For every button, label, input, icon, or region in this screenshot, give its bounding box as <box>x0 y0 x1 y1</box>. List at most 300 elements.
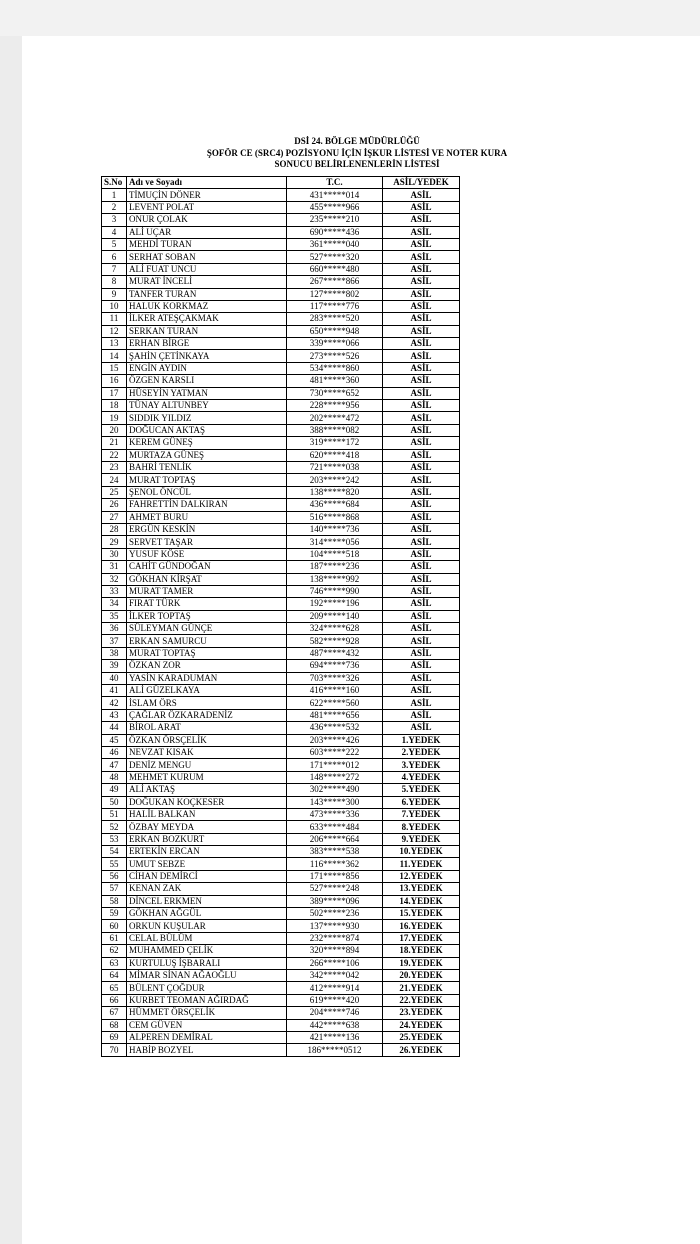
row-name: KENAN ZAK <box>127 883 287 895</box>
row-name: KEREM GÜNEŞ <box>127 437 287 449</box>
row-status: 25.YEDEK <box>383 1031 460 1043</box>
row-status: 5.YEDEK <box>383 784 460 796</box>
row-status: ASİL <box>383 350 460 362</box>
row-status: ASİL <box>383 523 460 535</box>
row-sno: 41 <box>102 685 127 697</box>
row-status: ASİL <box>383 461 460 473</box>
row-sno: 33 <box>102 585 127 597</box>
column-header-status: ASİL/YEDEK <box>383 177 460 189</box>
table-row <box>102 251 460 263</box>
row-name: ŞAHİN ÇETİNKAYA <box>127 350 287 362</box>
row-tc: 267*****866 <box>287 276 383 288</box>
table-row <box>102 734 460 746</box>
table-row <box>102 486 460 498</box>
row-tc: 187*****236 <box>287 561 383 573</box>
row-tc: 527*****248 <box>287 883 383 895</box>
row-name: MEHDİ TURAN <box>127 238 287 250</box>
row-sno: 56 <box>102 870 127 882</box>
row-name: İLKER TOPTAŞ <box>127 610 287 622</box>
row-sno: 16 <box>102 375 127 387</box>
row-tc: 455*****966 <box>287 201 383 213</box>
row-tc: 650*****948 <box>287 325 383 337</box>
row-name: ERGÜN KESKİN <box>127 523 287 535</box>
table-row <box>102 263 460 275</box>
row-sno: 51 <box>102 808 127 820</box>
row-name: AHMET BURU <box>127 511 287 523</box>
row-status: ASİL <box>383 722 460 734</box>
row-status: ASİL <box>383 189 460 201</box>
row-name: ERTEKİN ERCAN <box>127 846 287 858</box>
table-row <box>102 685 460 697</box>
row-tc: 266*****106 <box>287 957 383 969</box>
row-sno: 57 <box>102 883 127 895</box>
table-row <box>102 288 460 300</box>
table-row <box>102 511 460 523</box>
row-name: SERVET TAŞAR <box>127 536 287 548</box>
row-name: FIRAT TÜRK <box>127 598 287 610</box>
row-status: ASİL <box>383 635 460 647</box>
row-name: TÜNAY ALTUNBEY <box>127 400 287 412</box>
row-name: FAHRETTİN DALKIRAN <box>127 499 287 511</box>
table-row <box>102 561 460 573</box>
row-name: CELAL BÜLÜM <box>127 932 287 944</box>
table-row <box>102 647 460 659</box>
row-sno: 58 <box>102 895 127 907</box>
row-sno: 20 <box>102 424 127 436</box>
row-name: İLKER ATEŞÇAKMAK <box>127 313 287 325</box>
column-header-sno: S.No <box>102 177 127 189</box>
row-sno: 29 <box>102 536 127 548</box>
row-name: BAHRİ TENLİK <box>127 461 287 473</box>
table-row <box>102 474 460 486</box>
row-name: NEVZAT KISAK <box>127 746 287 758</box>
row-tc: 235*****210 <box>287 214 383 226</box>
table-row <box>102 412 460 424</box>
row-sno: 69 <box>102 1031 127 1043</box>
row-sno: 54 <box>102 846 127 858</box>
row-tc: 104*****518 <box>287 548 383 560</box>
row-sno: 52 <box>102 821 127 833</box>
table-row <box>102 201 460 213</box>
row-sno: 64 <box>102 970 127 982</box>
row-name: KURBET TEOMAN AĞIRDAĞ <box>127 994 287 1006</box>
row-tc: 138*****992 <box>287 573 383 585</box>
table-row <box>102 672 460 684</box>
row-sno: 3 <box>102 214 127 226</box>
row-status: ASİL <box>383 313 460 325</box>
row-status: ASİL <box>383 709 460 721</box>
row-status: 22.YEDEK <box>383 994 460 1006</box>
row-sno: 46 <box>102 746 127 758</box>
row-name: MURAT TAMER <box>127 585 287 597</box>
row-name: ALİ FUAT UNCU <box>127 263 287 275</box>
row-status: ASİL <box>383 647 460 659</box>
table-row <box>102 771 460 783</box>
table-row <box>102 325 460 337</box>
row-name: HÜSEYİN YATMAN <box>127 387 287 399</box>
table-row <box>102 994 460 1006</box>
row-sno: 43 <box>102 709 127 721</box>
table-row <box>102 449 460 461</box>
row-status: 7.YEDEK <box>383 808 460 820</box>
row-status: ASİL <box>383 449 460 461</box>
row-name: ALİ AKTAŞ <box>127 784 287 796</box>
row-sno: 26 <box>102 499 127 511</box>
table-row <box>102 709 460 721</box>
table-row <box>102 722 460 734</box>
row-tc: 516*****868 <box>287 511 383 523</box>
row-sno: 42 <box>102 697 127 709</box>
row-sno: 9 <box>102 288 127 300</box>
row-status: 14.YEDEK <box>383 895 460 907</box>
row-tc: 192*****196 <box>287 598 383 610</box>
row-status: ASİL <box>383 251 460 263</box>
row-sno: 13 <box>102 338 127 350</box>
row-name: ALİ GÜZELKAYA <box>127 685 287 697</box>
row-sno: 63 <box>102 957 127 969</box>
table-row <box>102 499 460 511</box>
row-sno: 15 <box>102 362 127 374</box>
row-sno: 65 <box>102 982 127 994</box>
row-sno: 47 <box>102 759 127 771</box>
table-row <box>102 424 460 436</box>
row-tc: 703*****326 <box>287 672 383 684</box>
table-row <box>102 759 460 771</box>
row-status: 2.YEDEK <box>383 746 460 758</box>
row-sno: 25 <box>102 486 127 498</box>
row-sno: 27 <box>102 511 127 523</box>
row-name: ALİ UÇAR <box>127 226 287 238</box>
table-row <box>102 585 460 597</box>
row-name: HALİL BALKAN <box>127 808 287 820</box>
row-status: 12.YEDEK <box>383 870 460 882</box>
table-row <box>102 821 460 833</box>
row-name: BİROL ARAT <box>127 722 287 734</box>
row-status: 9.YEDEK <box>383 833 460 845</box>
table-row <box>102 350 460 362</box>
row-name: GÖKHAN KİRŞAT <box>127 573 287 585</box>
document-title-line-1: DSİ 24. BÖLGE MÜDÜRLÜĞÜ <box>294 136 420 146</box>
candidate-list-table <box>101 176 460 1057</box>
row-tc: 204*****746 <box>287 1007 383 1019</box>
row-name: ERKAN SAMURCU <box>127 635 287 647</box>
row-tc: 138*****820 <box>287 486 383 498</box>
row-name: MURAT TOPTAŞ <box>127 647 287 659</box>
table-row <box>102 598 460 610</box>
row-sno: 23 <box>102 461 127 473</box>
table-row <box>102 920 460 932</box>
table-row <box>102 1031 460 1043</box>
row-tc: 117*****776 <box>287 300 383 312</box>
row-tc: 273*****526 <box>287 350 383 362</box>
row-status: 26.YEDEK <box>383 1044 460 1056</box>
row-status: 24.YEDEK <box>383 1019 460 1031</box>
row-name: TANFER TURAN <box>127 288 287 300</box>
table-row <box>102 945 460 957</box>
document-title-line-3: SONUCU BELİRLENENLERİN LİSTESİ <box>274 159 440 169</box>
row-sno: 24 <box>102 474 127 486</box>
row-tc: 171*****856 <box>287 870 383 882</box>
row-sno: 19 <box>102 412 127 424</box>
row-status: ASİL <box>383 226 460 238</box>
row-sno: 2 <box>102 201 127 213</box>
row-status: 1.YEDEK <box>383 734 460 746</box>
row-tc: 442*****638 <box>287 1019 383 1031</box>
row-sno: 28 <box>102 523 127 535</box>
row-sno: 60 <box>102 920 127 932</box>
row-name: ÖZKAN ZOR <box>127 660 287 672</box>
table-row <box>102 858 460 870</box>
row-name: TİMUÇİN DÖNER <box>127 189 287 201</box>
row-name: MURAT İNCELİ <box>127 276 287 288</box>
row-name: DOĞUKAN KOÇKESER <box>127 796 287 808</box>
table-row <box>102 970 460 982</box>
row-sno: 30 <box>102 548 127 560</box>
row-tc: 436*****684 <box>287 499 383 511</box>
table-row <box>102 536 460 548</box>
row-status: ASİL <box>383 288 460 300</box>
row-sno: 32 <box>102 573 127 585</box>
row-tc: 320*****894 <box>287 945 383 957</box>
row-status: ASİL <box>383 511 460 523</box>
row-name: UMUT SEBZE <box>127 858 287 870</box>
row-sno: 37 <box>102 635 127 647</box>
column-header-name: Adı ve Soyadı <box>127 177 287 189</box>
row-sno: 7 <box>102 263 127 275</box>
row-tc: 473*****336 <box>287 808 383 820</box>
table-row <box>102 895 460 907</box>
table-row <box>102 982 460 994</box>
table-row <box>102 400 460 412</box>
table-row <box>102 1019 460 1031</box>
table-row <box>102 338 460 350</box>
row-name: HABİP BOZYEL <box>127 1044 287 1056</box>
row-sno: 21 <box>102 437 127 449</box>
table-row <box>102 548 460 560</box>
row-tc: 388*****082 <box>287 424 383 436</box>
table-row <box>102 746 460 758</box>
table-row <box>102 660 460 672</box>
row-status: 11.YEDEK <box>383 858 460 870</box>
row-tc: 143*****300 <box>287 796 383 808</box>
row-tc: 209*****140 <box>287 610 383 622</box>
row-name: ORKUN KUŞULAR <box>127 920 287 932</box>
row-tc: 622*****560 <box>287 697 383 709</box>
row-status: ASİL <box>383 499 460 511</box>
row-status: 17.YEDEK <box>383 932 460 944</box>
row-status: ASİL <box>383 486 460 498</box>
row-tc: 389*****096 <box>287 895 383 907</box>
row-tc: 481*****360 <box>287 375 383 387</box>
row-name: CAHİT GÜNDOĞAN <box>127 561 287 573</box>
row-tc: 502*****236 <box>287 908 383 920</box>
row-tc: 127*****802 <box>287 288 383 300</box>
table-row <box>102 610 460 622</box>
row-tc: 202*****472 <box>287 412 383 424</box>
row-tc: 116*****362 <box>287 858 383 870</box>
row-tc: 206*****664 <box>287 833 383 845</box>
row-sno: 45 <box>102 734 127 746</box>
table-row <box>102 1007 460 1019</box>
row-status: 18.YEDEK <box>383 945 460 957</box>
row-status: 4.YEDEK <box>383 771 460 783</box>
table-row <box>102 846 460 858</box>
row-name: SÜLEYMAN GÜNÇE <box>127 623 287 635</box>
row-tc: 203*****426 <box>287 734 383 746</box>
row-status: ASİL <box>383 400 460 412</box>
row-status: ASİL <box>383 387 460 399</box>
row-tc: 633*****484 <box>287 821 383 833</box>
row-tc: 319*****172 <box>287 437 383 449</box>
row-tc: 412*****914 <box>287 982 383 994</box>
row-status: 20.YEDEK <box>383 970 460 982</box>
row-name: ENGİN AYDIN <box>127 362 287 374</box>
row-status: ASİL <box>383 610 460 622</box>
row-sno: 48 <box>102 771 127 783</box>
row-status: 19.YEDEK <box>383 957 460 969</box>
row-status: ASİL <box>383 238 460 250</box>
row-name: LEVENT POLAT <box>127 201 287 213</box>
table-header-row <box>102 177 460 189</box>
table-row <box>102 870 460 882</box>
row-tc: 203*****242 <box>287 474 383 486</box>
table-row <box>102 523 460 535</box>
table-row <box>102 214 460 226</box>
row-tc: 171*****012 <box>287 759 383 771</box>
row-sno: 11 <box>102 313 127 325</box>
row-name: MİMAR SİNAN AĞAOĞLU <box>127 970 287 982</box>
row-sno: 18 <box>102 400 127 412</box>
row-sno: 12 <box>102 325 127 337</box>
row-status: ASİL <box>383 672 460 684</box>
row-name: YASİN KARADUMAN <box>127 672 287 684</box>
row-status: 3.YEDEK <box>383 759 460 771</box>
row-name: CEM GÜVEN <box>127 1019 287 1031</box>
row-status: ASİL <box>383 300 460 312</box>
row-name: SERKAN TURAN <box>127 325 287 337</box>
row-sno: 53 <box>102 833 127 845</box>
row-status: ASİL <box>383 685 460 697</box>
table-row <box>102 784 460 796</box>
table-row <box>102 387 460 399</box>
row-tc: 137*****930 <box>287 920 383 932</box>
row-sno: 67 <box>102 1007 127 1019</box>
row-name: MUHAMMED ÇELİK <box>127 945 287 957</box>
row-tc: 314*****056 <box>287 536 383 548</box>
row-status: ASİL <box>383 536 460 548</box>
viewer-top-bar <box>0 0 700 36</box>
table-row <box>102 697 460 709</box>
table-row <box>102 623 460 635</box>
row-status: ASİL <box>383 362 460 374</box>
row-sno: 44 <box>102 722 127 734</box>
row-name: GÖKHAN AĞGÜL <box>127 908 287 920</box>
row-name: HÜMMET ÖRSÇELİK <box>127 1007 287 1019</box>
row-status: ASİL <box>383 201 460 213</box>
row-sno: 6 <box>102 251 127 263</box>
row-sno: 31 <box>102 561 127 573</box>
row-tc: 619*****420 <box>287 994 383 1006</box>
row-status: ASİL <box>383 263 460 275</box>
row-sno: 22 <box>102 449 127 461</box>
row-name: ŞENOL ÖNCÜL <box>127 486 287 498</box>
row-sno: 17 <box>102 387 127 399</box>
row-tc: 746*****990 <box>287 585 383 597</box>
row-name: ÖZKAN ÖRSÇELİK <box>127 734 287 746</box>
document-page <box>22 36 700 1244</box>
row-name: MEHMET KURUM <box>127 771 287 783</box>
row-sno: 38 <box>102 647 127 659</box>
row-name: ALPEREN DEMİRAL <box>127 1031 287 1043</box>
row-status: ASİL <box>383 697 460 709</box>
row-status: 6.YEDEK <box>383 796 460 808</box>
row-tc: 660*****480 <box>287 263 383 275</box>
row-sno: 5 <box>102 238 127 250</box>
row-tc: 302*****490 <box>287 784 383 796</box>
row-sno: 55 <box>102 858 127 870</box>
row-tc: 582*****928 <box>287 635 383 647</box>
table-row <box>102 932 460 944</box>
table-row <box>102 189 460 201</box>
row-tc: 603*****222 <box>287 746 383 758</box>
row-sno: 36 <box>102 623 127 635</box>
row-tc: 534*****860 <box>287 362 383 374</box>
row-sno: 4 <box>102 226 127 238</box>
row-name: BÜLENT ÇOĞDUR <box>127 982 287 994</box>
row-tc: 186*****0512 <box>287 1044 383 1056</box>
row-name: ERKAN BOZKURT <box>127 833 287 845</box>
row-tc: 283*****520 <box>287 313 383 325</box>
row-status: ASİL <box>383 623 460 635</box>
row-name: ERHAN BİRGE <box>127 338 287 350</box>
table-row <box>102 226 460 238</box>
row-sno: 40 <box>102 672 127 684</box>
table-row <box>102 362 460 374</box>
row-name: İSLAM ÖRS <box>127 697 287 709</box>
table-row <box>102 573 460 585</box>
row-name: ONUR ÇOLAK <box>127 214 287 226</box>
table-row <box>102 1044 460 1056</box>
row-sno: 66 <box>102 994 127 1006</box>
row-tc: 527*****320 <box>287 251 383 263</box>
row-tc: 431*****014 <box>287 189 383 201</box>
row-tc: 620*****418 <box>287 449 383 461</box>
row-status: ASİL <box>383 424 460 436</box>
row-name: DİNCEL ERKMEN <box>127 895 287 907</box>
table-row <box>102 238 460 250</box>
row-name: CİHAN DEMİRCİ <box>127 870 287 882</box>
row-sno: 70 <box>102 1044 127 1056</box>
row-status: ASİL <box>383 214 460 226</box>
row-name: SIDDIK YILDIZ <box>127 412 287 424</box>
row-name: HALUK KORKMAZ <box>127 300 287 312</box>
row-tc: 342*****042 <box>287 970 383 982</box>
table-row <box>102 300 460 312</box>
table-row <box>102 796 460 808</box>
row-sno: 62 <box>102 945 127 957</box>
row-name: KURTULUŞ İŞBARALI <box>127 957 287 969</box>
table-row <box>102 313 460 325</box>
row-name: MURTAZA GÜNEŞ <box>127 449 287 461</box>
table-row <box>102 437 460 449</box>
row-status: ASİL <box>383 375 460 387</box>
row-sno: 59 <box>102 908 127 920</box>
row-sno: 8 <box>102 276 127 288</box>
row-status: 10.YEDEK <box>383 846 460 858</box>
row-status: 8.YEDEK <box>383 821 460 833</box>
row-sno: 14 <box>102 350 127 362</box>
row-sno: 61 <box>102 932 127 944</box>
